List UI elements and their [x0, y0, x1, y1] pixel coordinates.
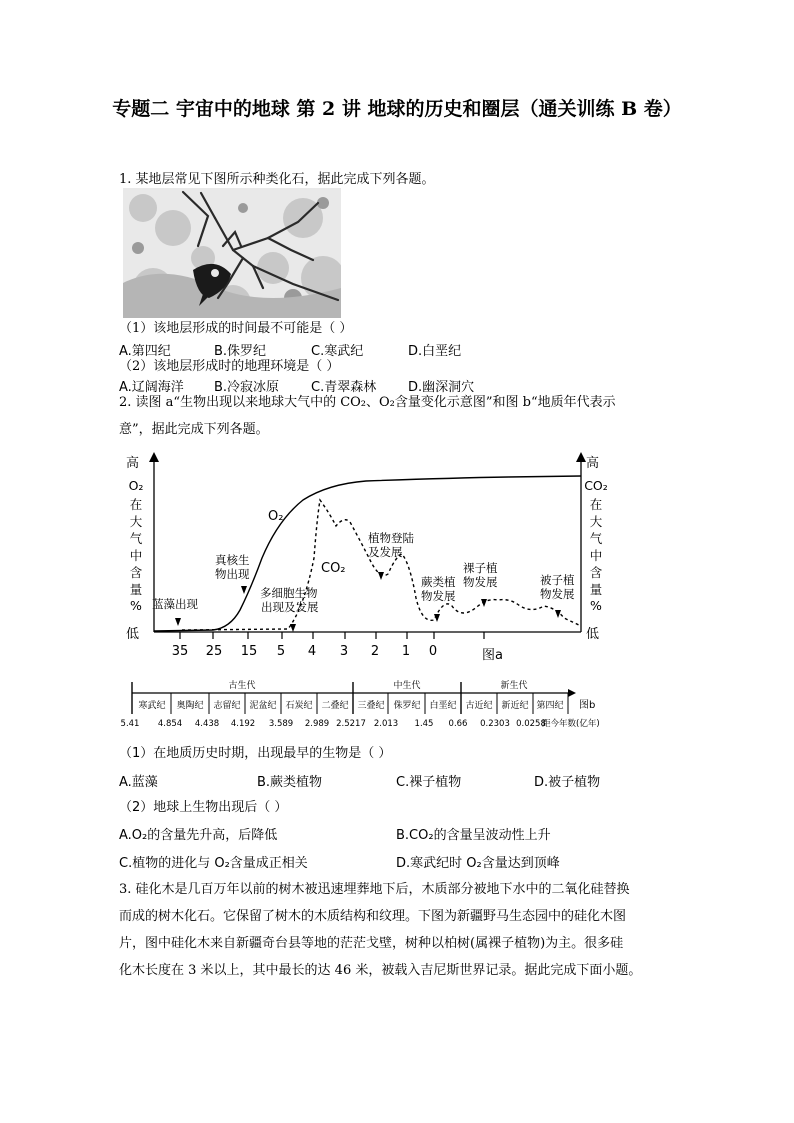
period-5: 二叠纪: [321, 701, 349, 711]
x-tick-2: 15: [240, 644, 258, 659]
q1-sub1-option-b[interactable]: B.侏罗纪: [214, 344, 267, 359]
left-axis-char-3: 气: [129, 531, 143, 546]
figure-a-right-top-label: 高: [586, 456, 600, 471]
figure-a-right-bottom-label: 低: [586, 627, 600, 642]
era-mesozoic: 中生代: [393, 681, 421, 691]
x-tick-3: 5: [276, 644, 286, 659]
q1-sub2-option-b[interactable]: B.冷寂冰原: [214, 380, 280, 395]
x-tick-7: 1: [401, 644, 411, 659]
x-tick-6: 2: [370, 644, 380, 659]
q2-sub2-option-b[interactable]: B.CO₂的含量呈波动性上升: [396, 828, 551, 843]
left-axis-char-1: 在: [129, 497, 143, 512]
figure-a-left-bottom-label: 低: [126, 627, 140, 642]
x-tick-8: 0: [428, 644, 438, 659]
right-axis-char-6: 量: [589, 582, 603, 597]
q1-sub2-option-d[interactable]: D.幽深洞穴: [408, 380, 475, 395]
marker-denglu: [378, 572, 384, 580]
period-0: 寒武纪: [138, 701, 166, 711]
period-4: 石炭纪: [285, 701, 313, 711]
fossil-image: [123, 188, 341, 318]
q3-line-4: 化木长度在 3 米以上，其中最长的达 46 米，被载入吉尼斯世界记录。据此完成下面小题。: [119, 963, 642, 978]
q3-line-2: 而成的树木化石。它保留了树木的木质结构和纹理。下图为新疆野马生态园中的硅化木图: [119, 909, 627, 924]
q3-line-1: 3. 硅化木是几百万年以前的树木被迅速埋葬地下后，木质部分被地下水中的二氧化硅替换: [119, 882, 630, 897]
q1-sub2-option-a[interactable]: A.辽阔海洋: [119, 380, 184, 395]
marker-lanzao: [175, 618, 181, 626]
age-7: 2.013: [373, 719, 399, 729]
event-jue-2: 物发展: [421, 589, 456, 603]
q1-sub2-stem: （2）该地层形成时的地理环境是（ ）: [119, 359, 340, 374]
event-beizi-2: 物发展: [540, 587, 575, 601]
period-6: 三叠纪: [357, 701, 385, 711]
left-axis-char-0: O₂: [128, 478, 144, 493]
q2-sub2-option-c[interactable]: C.植物的进化与 O₂含量成正相关: [119, 856, 308, 871]
left-axis-char-4: 中: [129, 548, 143, 563]
age-9: 0.66: [448, 719, 468, 729]
period-7: 侏罗纪: [393, 701, 421, 711]
period-2: 志留纪: [213, 701, 241, 711]
left-axis-char-7: %: [130, 598, 142, 613]
q1-intro: 1. 某地层常见下图所示种类化石，据此完成下列各题。: [119, 172, 435, 187]
age-0: 5.41: [120, 719, 140, 729]
right-axis-char-2: 大: [589, 514, 603, 529]
event-duoxibao-2: 出现及发展: [261, 600, 319, 614]
q2-sub2-stem: （2）地球上生物出现后（ ）: [119, 800, 288, 815]
q2-sub1-option-c[interactable]: C.裸子植物: [396, 775, 462, 790]
q2-sub1-option-d[interactable]: D.被子植物: [534, 775, 601, 790]
right-axis-char-7: %: [590, 598, 602, 613]
age-6: 2.5217: [336, 719, 366, 729]
right-axis-char-1: 在: [589, 497, 603, 512]
x-tick-4: 4: [307, 644, 317, 659]
q2-intro-line2: 意”，据此完成下列各题。: [119, 422, 269, 437]
marker-zhenhe: [241, 586, 247, 594]
co2-curve-label: CO₂: [321, 561, 346, 576]
q1-sub1-option-c[interactable]: C.寒武纪: [311, 344, 364, 359]
right-axis-char-3: 气: [589, 531, 603, 546]
event-zhenhe-1: 真核生: [215, 553, 250, 567]
q2-sub1-option-a[interactable]: A.蓝藻: [119, 775, 158, 790]
o2-curve-label: O₂: [268, 509, 284, 524]
figure-a-left-top-label: 高: [126, 456, 140, 471]
q2-intro-line1: 2. 读图 a“生物出现以来地球大气中的 CO₂、O₂含量变化示意图”和图 b“地质年代表示: [119, 395, 616, 410]
event-luozi-2: 物发展: [463, 575, 498, 589]
left-axis-char-5: 含: [129, 565, 143, 580]
figure-a-left-arrow: [149, 452, 159, 462]
q3-line-3: 片，图中硅化木来自新疆奇台县等地的茫茫戈壁，树种以柏树(属裸子植物)为主。很多硅: [119, 936, 624, 951]
right-axis-char-5: 含: [589, 565, 603, 580]
left-axis-char-2: 大: [129, 514, 143, 529]
period-9: 古近纪: [465, 701, 493, 711]
age-2: 4.438: [194, 719, 220, 729]
period-8: 白垩纪: [429, 701, 457, 711]
q2-sub2-option-d[interactable]: D.寒武纪时 O₂含量达到顶峰: [396, 856, 560, 871]
figure-a: [118, 448, 612, 666]
event-duoxibao-1: 多细胞生物: [260, 586, 318, 600]
marker-jue: [434, 614, 440, 622]
q1-sub2-option-c[interactable]: C.青翠森林: [311, 380, 377, 395]
right-axis-char-0: CO₂: [584, 478, 608, 493]
period-1: 奥陶纪: [176, 701, 204, 711]
left-axis-char-6: 量: [129, 582, 143, 597]
figure-b: [118, 672, 618, 734]
age-3: 4.192: [230, 719, 256, 729]
event-zhenhe-2: 物出现: [215, 567, 250, 581]
marker-beizi: [555, 610, 561, 618]
figure-a-caption: 图a: [482, 648, 503, 663]
age-8: 1.45: [414, 719, 434, 729]
timescale-arrow: [568, 689, 576, 697]
event-lanzao: 蓝藻出现: [152, 597, 198, 611]
age-11: 0.0258: [516, 719, 546, 729]
age-10: 0.2303: [480, 719, 510, 729]
q1-sub1-option-a[interactable]: A.第四纪: [119, 344, 171, 359]
q1-sub1-option-d[interactable]: D.白垩纪: [408, 344, 462, 359]
marker-luozi: [481, 599, 487, 607]
age-4: 3.589: [268, 719, 294, 729]
event-luozi-1: 裸子植: [463, 561, 498, 575]
event-denglu-1: 植物登陆: [368, 531, 414, 545]
q2-sub1-option-b[interactable]: B.蕨类植物: [257, 775, 323, 790]
q2-sub1-stem: （1）在地质历史时期，出现最早的生物是（ ）: [119, 746, 392, 761]
right-axis-char-4: 中: [589, 548, 603, 563]
era-paleozoic: 古生代: [228, 681, 256, 691]
figure-a-right-arrow: [576, 452, 586, 462]
event-beizi-1: 被子植: [540, 573, 575, 587]
period-11: 第四纪: [536, 701, 564, 711]
event-jue-1: 蕨类植: [421, 575, 456, 589]
age-unit: 距今年数(亿年): [542, 719, 600, 729]
age-1: 4.854: [157, 719, 183, 729]
x-tick-5: 3: [339, 644, 349, 659]
marker-duoxibao: [290, 624, 296, 632]
age-5: 2.989: [304, 719, 330, 729]
period-10: 新近纪: [501, 701, 529, 711]
event-denglu-2: 及发展: [368, 545, 403, 559]
x-tick-1: 25: [205, 644, 223, 659]
era-cenozoic: 新生代: [500, 681, 528, 691]
q1-sub1-stem: （1）该地层形成的时间最不可能是（ ）: [119, 321, 353, 336]
page-title: 专题二 宇宙中的地球 第 2 讲 地球的历史和圈层（通关训练 B 卷）: [112, 98, 682, 120]
period-3: 泥盆纪: [249, 701, 277, 711]
figure-b-caption: 图b: [579, 700, 596, 711]
q2-sub2-option-a[interactable]: A.O₂的含量先升高，后降低: [119, 828, 278, 843]
x-tick-0: 35: [171, 644, 189, 659]
